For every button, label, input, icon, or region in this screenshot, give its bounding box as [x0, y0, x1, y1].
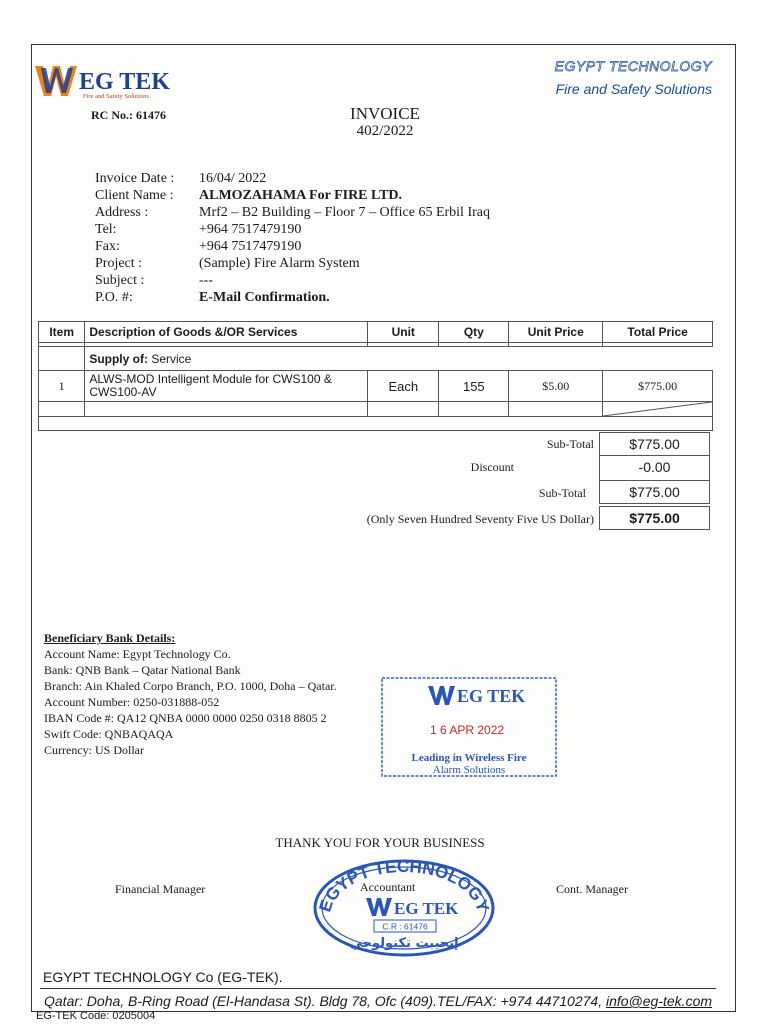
invoice-title: INVOICE: [350, 104, 420, 123]
table-row: [39, 371, 713, 402]
stamp-line2: Alarm Solutions: [432, 764, 506, 776]
info-row-po: [95, 289, 490, 306]
subtotal2-label: Sub-Total: [538, 486, 586, 500]
cell-unit: Each: [368, 371, 439, 402]
egtek-logo: [33, 60, 173, 102]
supply-label: Supply of:: [89, 351, 148, 366]
stamp-date: 1 6 APR 2022: [430, 723, 505, 737]
footer-address: [44, 993, 712, 1009]
table-row-empty: [39, 402, 713, 417]
info-value: +964 7517479190: [199, 222, 302, 237]
cell-total-price: $775.00: [603, 371, 713, 402]
date-stamp: [380, 676, 558, 778]
info-label: Subject :: [95, 273, 145, 288]
bank-line: Bank: QNB Bank – Qatar National Bank: [44, 663, 241, 677]
bank-line: Currency: US Dollar: [44, 743, 144, 757]
cell-item: 1: [39, 371, 85, 402]
col-header-total-price: Total Price: [603, 322, 713, 343]
discount-label: Discount: [470, 460, 514, 474]
invoice-info: [95, 170, 490, 306]
info-row-tel: [95, 221, 490, 238]
bank-line: Account Name: Egypt Technology Co.: [44, 647, 231, 661]
info-row-project: [95, 255, 490, 272]
stamp-logo-text: EG TEK: [457, 686, 526, 706]
info-label: P.O. #:: [95, 290, 133, 305]
info-value: (Sample) Fire Alarm System: [199, 256, 360, 271]
col-header-description: Description of Goods &/OR Services: [85, 322, 368, 343]
bank-heading: Beneficiary Bank Details:: [44, 631, 176, 645]
info-row-address: [95, 204, 490, 221]
cell-unit-price: $5.00: [509, 371, 603, 402]
stamp-line1: Leading in Wireless Fire: [411, 752, 527, 764]
supply-row: [39, 347, 713, 371]
bank-line: IBAN Code #: QA12 QNBA 0000 0000 0250 0318 8805 2: [44, 711, 327, 725]
info-row-fax: [95, 238, 490, 255]
col-header-unit-price: Unit Price: [509, 322, 603, 343]
logo-wordmark: EG TEK: [79, 69, 170, 95]
info-value: ALMOZAHAMA For FIRE LTD.: [199, 188, 403, 203]
footer-divider: [40, 988, 716, 989]
financial-manager-label: Financial Manager: [115, 882, 206, 896]
footer-email-link[interactable]: info@eg-tek.com: [605, 993, 713, 1009]
company-code: EG-TEK Code: 0205004: [36, 1010, 156, 1022]
bank-details: [44, 630, 337, 758]
subtotal-value: $775.00: [599, 432, 710, 456]
info-row-client: [95, 187, 490, 204]
info-label: Fax:: [95, 239, 120, 254]
bank-line: Swift Code: QNBAQAQA: [44, 727, 174, 741]
thank-you-note: THANK YOU FOR YOUR BUSINESS: [275, 835, 485, 850]
info-row-date: [95, 170, 490, 187]
company-name: EGYPT TECHNOLOGY Co (EG-TEK).: [43, 969, 283, 985]
col-header-qty: Qty: [439, 322, 509, 343]
seal-cr-number: C.R : 61476: [382, 921, 428, 932]
brand-name: EGYPT TECHNOLOGY: [554, 58, 712, 74]
company-seal: [312, 858, 496, 958]
invoice-number: 402/2022: [356, 123, 414, 139]
info-label: Project :: [95, 256, 143, 271]
rc-number: RC No.: 61476: [91, 108, 166, 122]
info-label: Client Name :: [95, 188, 174, 203]
supply-cell: [85, 347, 713, 371]
cell-qty: 155: [439, 371, 509, 402]
table-header-row: [39, 322, 713, 343]
items-table: [38, 321, 713, 431]
seal-logo-text: EG TEK: [394, 899, 459, 918]
cont-manager-label: Cont. Manager: [556, 882, 628, 896]
discount-value: -0.00: [599, 456, 710, 480]
brand-tagline: Fire and Safety Solutions: [555, 81, 712, 97]
info-value: 16/04/ 2022: [199, 171, 267, 186]
info-row-subject: [95, 272, 490, 289]
footer-address-text: Qatar: Doha, B-Ring Road (El-Handasa St). Bldg 78, Ofc (409).TEL/FAX: +974 44710274,: [44, 993, 606, 1009]
logo-tagline: Fire and Safety Solutions: [83, 93, 149, 100]
info-value: Mrf2 – B2 Building – Floor 7 – Office 65 Erbil Iraq: [199, 205, 490, 220]
bank-line: Account Number: 0250-031888-052: [44, 695, 220, 709]
info-label: Tel:: [95, 222, 117, 237]
col-header-item: Item: [39, 322, 85, 343]
col-header-unit: Unit: [368, 322, 439, 343]
amount-in-words: (Only Seven Hundred Seventy Five US Dollar): [366, 512, 594, 526]
accountant-label: Accountant: [360, 880, 416, 894]
table-row-empty: [39, 417, 713, 431]
bank-line: Branch: Ain Khaled Corpo Branch, P.O. 1000, Doha – Qatar.: [44, 679, 337, 693]
grand-total: $775.00: [599, 506, 710, 530]
subtotal2-value: $775.00: [599, 480, 710, 504]
cell-description: ALWS-MOD Intelligent Module for CWS100 & CWS100-AV: [85, 371, 368, 402]
seal-arabic-text: إيجيبت تكنولوجي: [349, 936, 459, 951]
info-value: +964 7517479190: [199, 239, 302, 254]
supply-value: Service: [151, 351, 192, 366]
info-label: Invoice Date :: [95, 171, 175, 186]
seal-top-text: EGYPT TECHNOLOGY: [315, 858, 493, 915]
info-value: E-Mail Confirmation.: [199, 290, 330, 305]
subtotal-label: Sub-Total: [546, 437, 594, 451]
info-value: ---: [199, 273, 213, 288]
info-label: Address :: [95, 205, 149, 220]
